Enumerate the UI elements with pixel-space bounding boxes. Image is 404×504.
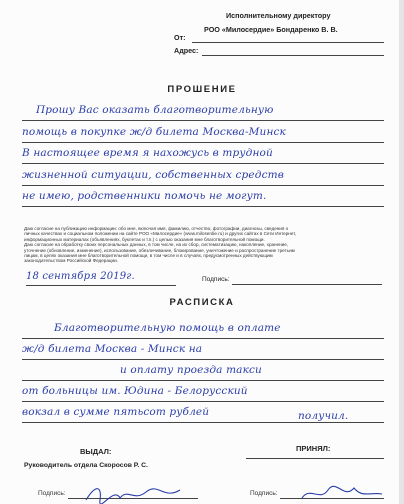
request-rule: [22, 163, 384, 164]
bottom-signature-right-label: Подпись:: [250, 490, 278, 497]
receipt-rule: [22, 380, 384, 381]
receipt-handwritten-line: от больницы им. Юдина - Белорусский: [22, 385, 248, 397]
issued-label: ВЫДАЛ:: [80, 447, 112, 456]
receipt-rule: [22, 422, 384, 423]
signed-date: 18 сентября 2019г.: [26, 271, 135, 282]
signature-scribble-right: [300, 482, 384, 504]
request-handwritten-line: жизненной ситуации, собственных средств: [22, 169, 284, 181]
receipt-title: РАСПИСКА: [169, 297, 235, 308]
request-handwritten-line: В настоящее время я нахожусь в трудной: [22, 147, 273, 159]
head-of-department: Руководитель отдела Скоросов Р. С.: [24, 462, 148, 469]
signature-label: Подпись:: [202, 276, 230, 283]
consent-text: Даю согласие на публикацию информации: обо мне, включая имя, фамилию, отчество, фотографии, диагнозы, сведения о личных качествах и социальном положении на сайте РОО «Милосердие» (www.miloserdie.ru) и других сайтах в Сети Интернет, информационных материалах (объявлениях, буклетах и т.п.) с целью оказания мне благотворительной помощи. Даю согласие на обработку своих персональных данных, в том числе, на их сбор, систематизацию, накопление, хранение, уточнение (обновление, изменение), использование, обезличивание, блокирование, уничтожение и распространение третьим лицам, в целях оказания мне благотворительной помощи, в том числе и в случаях, предусмотренных действующим законодательством Российской Федерации.: [24, 226, 297, 264]
receipt-rule: [22, 401, 384, 402]
request-handwritten-line: помощь в покупке ж/д билета Москва-Минск: [22, 126, 286, 138]
received-label: ПРИНЯЛ:: [296, 444, 331, 453]
signature-scribble-left: [84, 482, 194, 504]
scan-edge: [399, 0, 404, 504]
bottom-signature-left-label: Подпись:: [38, 490, 66, 497]
receipt-handwritten-line: ж/д билета Москва - Минск на: [22, 343, 203, 355]
receipt-rule: [22, 359, 384, 360]
request-rule: [22, 185, 384, 186]
receipt-handwritten-line: и оплату проезда такси: [120, 364, 262, 376]
addressee-title: Исполнительному директору: [226, 11, 331, 20]
from-field-line: [192, 42, 384, 43]
request-rule: [22, 206, 384, 207]
date-field-line: [26, 285, 176, 286]
address-label: Адрес:: [174, 46, 199, 55]
request-title: ПРОШЕНИЕ: [167, 84, 237, 95]
request-handwritten-line: не имею, родственники помочь не могут.: [22, 190, 267, 202]
receipt-handwritten-line: Благотворительную помощь в оплате: [54, 322, 281, 334]
request-rule: [22, 142, 384, 143]
address-field-line: [202, 55, 384, 56]
request-rule: [22, 120, 384, 121]
receipt-rule: [22, 338, 384, 339]
received-field-line: [246, 458, 384, 459]
signature-field-line: [232, 284, 382, 285]
receipt-handwritten-line: получил.: [298, 410, 349, 422]
addressee-organization: РОО «Милосердие» Бондаренко В. В.: [204, 25, 338, 34]
from-label: От:: [174, 33, 186, 42]
receipt-handwritten-line: вокзал в сумме пятьсот рублей: [22, 406, 210, 418]
request-handwritten-line: Прошу Вас оказать благотворительную: [36, 104, 274, 116]
